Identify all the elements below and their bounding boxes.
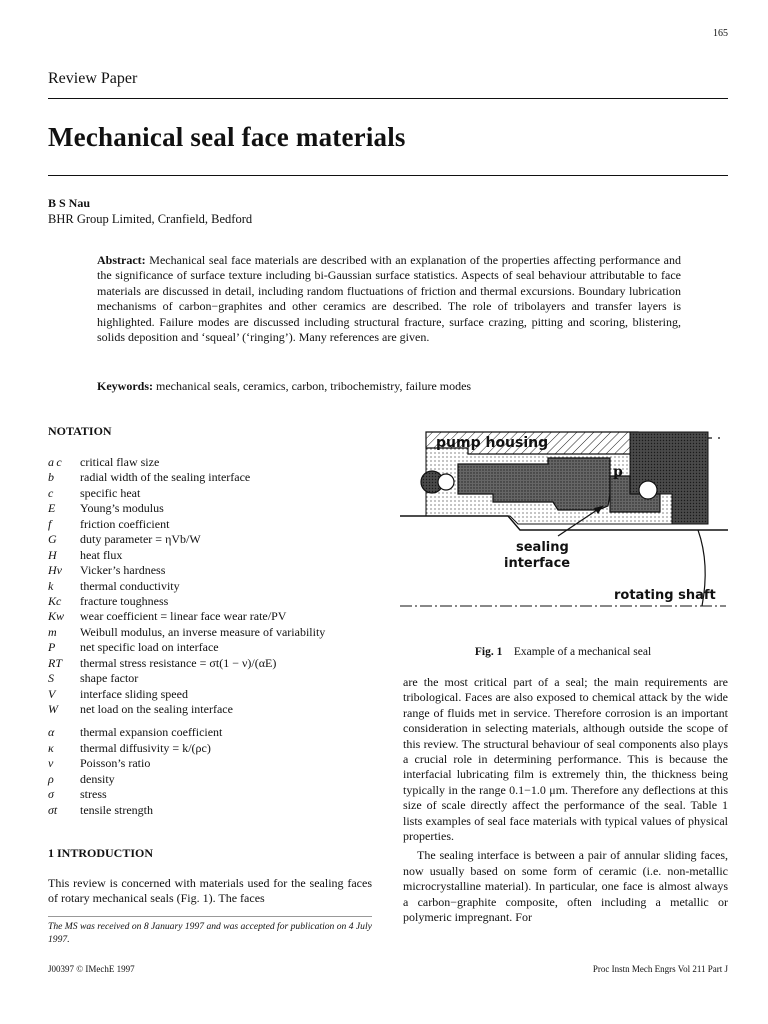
notation-symbol: RT <box>48 655 63 670</box>
o-ring-right <box>639 481 657 499</box>
label-pump-housing: pump housing <box>436 435 549 451</box>
notation-symbol: k <box>48 578 54 593</box>
notation-symbol: b <box>48 470 54 485</box>
notation-row <box>48 470 378 485</box>
header-rule <box>48 98 728 99</box>
notation-symbol: W <box>48 702 58 716</box>
notation-row <box>48 548 378 563</box>
notation-row <box>48 687 378 702</box>
notation-definition: duty parameter = ηVb/W <box>80 532 201 547</box>
notation-heading: NOTATION <box>48 424 112 438</box>
notation-row <box>48 702 378 717</box>
notation-symbol: Kw <box>48 609 65 624</box>
notation-row <box>48 787 378 802</box>
notation-symbol: ρ <box>48 771 54 786</box>
footer-right: Proc Instn Mech Engrs Vol 211 Part J <box>592 964 728 974</box>
right-column <box>403 675 728 930</box>
caption-label: Fig. 1 <box>474 646 503 658</box>
footnote-rule <box>48 916 372 917</box>
notation-row <box>48 609 378 624</box>
notation-symbol: f <box>48 516 52 531</box>
notation-symbol: Hv <box>48 563 62 578</box>
caption-text: Example of a mechanical seal <box>513 646 652 658</box>
introduction-text: This review is concerned with materials used for the sealing faces of rotary mechanical seals (Fig. 1). The faces <box>48 876 372 906</box>
notation-row <box>48 725 378 740</box>
notation-symbol: H <box>48 547 57 562</box>
notation-row <box>48 756 378 771</box>
notation-row <box>48 772 378 787</box>
notation-definition: net load on the sealing interface <box>80 702 233 716</box>
keywords <box>97 379 697 394</box>
notation-definition: thermal diffusivity = k/(ρc) <box>80 740 211 755</box>
abstract <box>97 253 681 345</box>
keywords-text: mechanical seals, ceramics, carbon, tribochemistry, failure modes <box>156 379 472 393</box>
notation-definition: tensile strength <box>80 802 153 817</box>
notation-symbol: κ <box>48 740 54 755</box>
notation-definition: interface sliding speed <box>80 686 188 701</box>
notation-definition: thermal conductivity <box>80 578 180 593</box>
notation-row <box>48 803 378 818</box>
notation-row <box>48 455 378 470</box>
notation-row <box>48 594 378 609</box>
notation-definition: heat flux <box>80 547 123 562</box>
abstract-label: Abstract: <box>97 253 146 267</box>
right-column-paragraph-1: are the most critical part of a seal; the main requirements are tribological. Faces are also exposed to chemical attack by the wide range of fluids met in service. Therefore corrosion is an important consideration in selecting materials, although outside the scope of this review. The structural behaviour of seal components also plays a crucial role in determining performance. This is because the interfacial lubricating film is extremely thin, the thickness being typically in the range 0.1−1.0 μm. Therefore any deflections at this size of scale directly affect the performance of the seal. Table 1 lists examples of seal face materials with typical values of physical properties. <box>403 675 728 844</box>
notation-definition: Poisson’s ratio <box>80 756 151 771</box>
notation-symbol: V <box>48 686 56 701</box>
notation-symbol: P <box>48 640 56 655</box>
author: B S Nau <box>48 196 91 210</box>
title-rule <box>48 175 728 176</box>
notation-row <box>48 656 378 671</box>
notation-row <box>48 741 378 756</box>
notation-definition: Young’s modulus <box>80 501 164 516</box>
notation-row <box>48 517 378 532</box>
paper-title: Mechanical seal face materials <box>48 122 406 152</box>
notation-row <box>48 671 378 686</box>
label-p: p <box>613 464 623 480</box>
notation-definition: specific heat <box>80 485 141 500</box>
notation-row <box>48 640 378 655</box>
notation-definition: thermal expansion coefficient <box>80 725 223 740</box>
notation-definition: stress <box>80 787 107 802</box>
notation-symbol: σt <box>48 802 58 817</box>
abstract-text: Mechanical seal face materials are described with an explanation of the properties affecting performance and the significance of surface texture including bi-Gaussian surface statistics. Aspects of seal behaviour attributable to face materials are discussed in detail, including random fluctuations of friction and thermal excursions. Boundary lubrication mechanisms of carbon−graphites and other ceramics are described. The role of tribolayers and transfer layers is highlighted. Failure modes are discussed including structural fracture, surface crazing, pitting and scoring, blistering, solids deposition and ‘squeal’ (‘ringing’). Many references are given. <box>97 253 681 345</box>
notation-definition: thermal stress resistance = σt(1 − ν)/(αE) <box>80 655 277 670</box>
notation-definition: fracture toughness <box>80 593 169 608</box>
right-column-paragraph-2: The sealing interface is between a pair of annular sliding faces, now usually based on some form of ceramic (i.e. non-metallic microcrystalline material). In particular, one face is almost always a carbon−graphite composite, often including a metallic or polymeric impregnant. For <box>403 848 728 925</box>
figure-mechanical-seal <box>398 424 728 636</box>
label-interface: interface <box>504 556 571 571</box>
figure-caption <box>398 646 728 658</box>
page-number: 165 <box>713 28 728 39</box>
notation-definition: radial width of the sealing interface <box>80 470 251 485</box>
notation-symbol: S <box>48 671 54 686</box>
notation-symbol: Kc <box>48 593 62 608</box>
notation-row <box>48 625 378 640</box>
footer-left: J00397 © IMechE 1997 <box>48 964 135 974</box>
notation-symbol: c <box>48 485 54 500</box>
notation-definition: net specific load on interface <box>80 640 219 655</box>
notation-list <box>48 455 378 818</box>
label-rotating-shaft: rotating shaft <box>614 588 716 603</box>
notation-symbol: σ <box>48 787 54 802</box>
notation-definition: wear coefficient = linear face wear rate/PV <box>80 609 287 624</box>
notation-definition: Vicker’s hardness <box>80 563 166 578</box>
seal-diagram <box>398 424 728 636</box>
notation-symbol: m <box>48 624 57 639</box>
notation-row <box>48 532 378 547</box>
notation-definition: shape factor <box>80 671 139 686</box>
notation-row <box>48 563 378 578</box>
footnote: The MS was received on 8 January 1997 and was accepted for publication on 4 July 1997. <box>48 921 372 945</box>
notation-definition: critical flaw size <box>80 455 160 469</box>
notation-definition: Weibull modulus, an inverse measure of variability <box>80 624 326 639</box>
notation-definition: density <box>80 771 115 786</box>
label-sealing: sealing <box>516 540 569 555</box>
notation-symbol: E <box>48 501 56 516</box>
section-label: Review Paper <box>48 70 138 87</box>
notation-definition: friction coefficient <box>80 516 170 531</box>
notation-row <box>48 486 378 501</box>
introduction-heading: 1 INTRODUCTION <box>48 846 154 860</box>
o-ring-left-inner <box>438 474 454 490</box>
notation-gap <box>48 717 378 725</box>
notation-symbol: ν <box>48 756 54 771</box>
notation-row <box>48 579 378 594</box>
notation-row <box>48 501 378 516</box>
notation-symbol: a c <box>48 455 62 469</box>
notation-symbol: G <box>48 532 57 547</box>
notation-symbol: α <box>48 725 55 740</box>
keywords-label: Keywords: <box>97 379 153 393</box>
affiliation: BHR Group Limited, Cranfield, Bedford <box>48 212 253 226</box>
